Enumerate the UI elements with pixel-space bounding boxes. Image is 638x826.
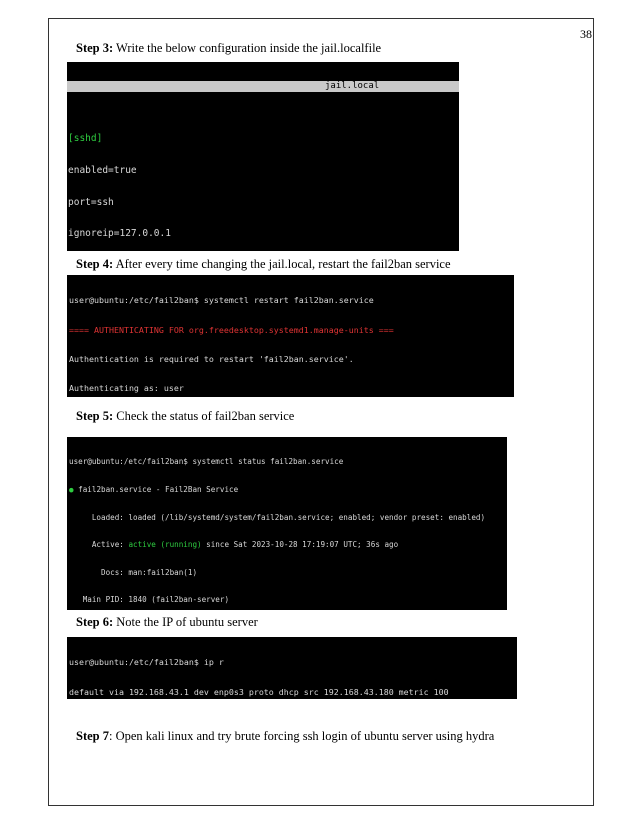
step-5-text: Check the status of fail2ban service bbox=[113, 409, 295, 423]
config-line: ignoreip=127.0.0.1 bbox=[68, 228, 171, 240]
active-status: active (running) bbox=[128, 540, 202, 550]
restart-terminal-screenshot bbox=[67, 275, 514, 397]
terminal-line: Active: active (running) since Sat 2023-10-28 17:19:07 UTC; 36s ago bbox=[69, 540, 399, 550]
step-3-caption bbox=[76, 41, 381, 56]
ip-route-terminal-screenshot bbox=[67, 637, 517, 699]
terminal-line: ● fail2ban.service - Fail2Ban Service bbox=[69, 485, 239, 494]
step-3-text: Write the below configuration inside the jail.localfile bbox=[113, 41, 382, 55]
terminal-line: ==== AUTHENTICATING FOR org.freedesktop.systemd1.manage-units === bbox=[69, 324, 394, 335]
terminal-line: default via 192.168.43.1 dev enp0s3 proto dhcp src 192.168.43.180 metric 100 bbox=[69, 686, 449, 697]
status-terminal-screenshot bbox=[67, 437, 507, 610]
step-4-text: After every time changing the jail.local, restart the fail2ban service bbox=[113, 257, 451, 271]
terminal-line: Loaded: loaded (/lib/systemd/system/fail2ban.service; enabled; vendor preset: enabled) bbox=[69, 512, 486, 522]
nano-title-bar bbox=[67, 81, 459, 103]
step-5-label: Step 5: bbox=[76, 409, 114, 423]
terminal-line: Authenticating as: user bbox=[69, 382, 184, 393]
step-4-caption bbox=[76, 257, 451, 272]
terminal-line: Authentication is required to restart 'fail2ban.service'. bbox=[69, 353, 354, 364]
config-line: port=ssh bbox=[68, 196, 114, 208]
page-number: 38 bbox=[580, 27, 592, 41]
terminal-line: Docs: man:fail2ban(1) bbox=[69, 567, 198, 577]
service-active-dot-icon: ● bbox=[69, 485, 79, 494]
nano-title: GNU nano 6.2 bbox=[98, 92, 164, 103]
step-5-caption bbox=[76, 409, 294, 424]
step-6-text: Note the IP of ubuntu server bbox=[113, 615, 258, 629]
step-3-label: Step 3: bbox=[76, 41, 114, 55]
step-7-label: Step 7 bbox=[76, 729, 109, 743]
step-7-text: : Open kali linux and try brute forcing ssh login of ubuntu server using hydra bbox=[109, 729, 495, 743]
terminal-line: user@ubuntu:/etc/fail2ban$ ip r bbox=[69, 657, 224, 668]
terminal-line: user@ubuntu:/etc/fail2ban$ systemctl status fail2ban.service bbox=[69, 457, 344, 467]
config-line: enabled=true bbox=[68, 164, 137, 176]
nano-editor-screenshot bbox=[67, 62, 459, 251]
config-line: [sshd] bbox=[68, 133, 103, 144]
step-7-caption bbox=[76, 729, 494, 744]
terminal-line: Main PID: 1840 (fail2ban-server) bbox=[69, 595, 230, 605]
step-6-caption bbox=[76, 615, 258, 630]
step-6-label: Step 6: bbox=[76, 615, 114, 629]
terminal-line: user@ubuntu:/etc/fail2ban$ systemctl restart fail2ban.service bbox=[69, 295, 374, 306]
step-4-label: Step 4: bbox=[76, 257, 114, 271]
nano-content bbox=[67, 112, 459, 251]
nano-filename: jail.local bbox=[325, 81, 380, 92]
